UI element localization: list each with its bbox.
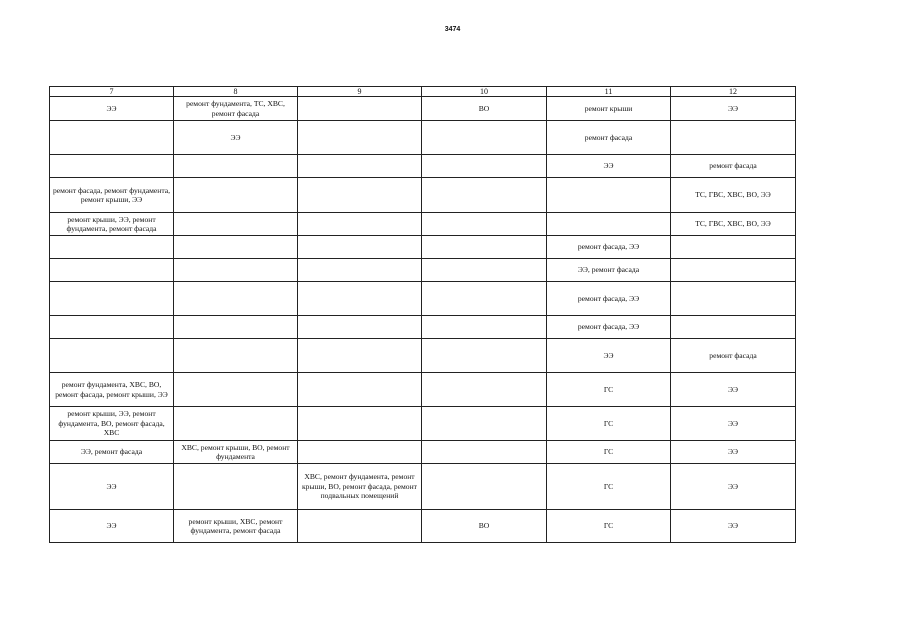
- table-cell: [422, 213, 547, 236]
- table-cell: ремонт фасада, ЭЭ: [547, 316, 671, 339]
- table-row: [50, 121, 796, 155]
- column-header: 11: [547, 87, 671, 97]
- table-cell: [298, 510, 422, 543]
- table-cell: [50, 259, 174, 282]
- table-cell: ЭЭ: [547, 339, 671, 373]
- table-cell: ХВС, ремонт фундамента, ремонт крыши, ВО, ремонт фасада, ремонт подвальных помещений: [298, 464, 422, 510]
- table-cell: [671, 259, 796, 282]
- table-cell: ЭЭ: [50, 97, 174, 121]
- table-row: [50, 316, 796, 339]
- table-cell: ГС: [547, 464, 671, 510]
- works-table: [49, 86, 796, 543]
- table-cell: [298, 282, 422, 316]
- table-cell: ремонт фундамента, ХВС, ВО, ремонт фасада, ремонт крыши, ЭЭ: [50, 373, 174, 407]
- table-cell: [298, 155, 422, 178]
- table-cell: [422, 121, 547, 155]
- table-cell: [422, 155, 547, 178]
- table-cell: [422, 316, 547, 339]
- table-cell: ТС, ГВС, ХВС, ВО, ЭЭ: [671, 178, 796, 213]
- table-cell: [422, 236, 547, 259]
- column-header: 10: [422, 87, 547, 97]
- page-number: 3474: [444, 26, 461, 33]
- table-cell: [50, 339, 174, 373]
- table-cell: [671, 121, 796, 155]
- table-cell: [298, 97, 422, 121]
- table-cell: [671, 316, 796, 339]
- table-cell: ЭЭ, ремонт фасада: [50, 441, 174, 464]
- table-cell: ГС: [547, 510, 671, 543]
- table-cell: [422, 339, 547, 373]
- table-row: [50, 282, 796, 316]
- table-cell: ремонт фасада: [671, 339, 796, 373]
- table-cell: ГС: [547, 373, 671, 407]
- table-cell: [671, 282, 796, 316]
- table-cell: [422, 282, 547, 316]
- table-cell: ЭЭ, ремонт фасада: [547, 259, 671, 282]
- table-cell: ВО: [422, 97, 547, 121]
- table-cell: ЭЭ: [671, 97, 796, 121]
- table-cell: [174, 259, 298, 282]
- table-cell: [298, 316, 422, 339]
- table-cell: [174, 236, 298, 259]
- table-cell: [298, 373, 422, 407]
- column-header: 8: [174, 87, 298, 97]
- table-cell: ЭЭ: [671, 407, 796, 441]
- table-cell: ЭЭ: [547, 155, 671, 178]
- table-cell: ВО: [422, 510, 547, 543]
- table-cell: [298, 339, 422, 373]
- table-cell: [547, 178, 671, 213]
- table-row: [50, 510, 796, 543]
- table-cell: ЭЭ: [671, 464, 796, 510]
- table-cell: [422, 259, 547, 282]
- table-cell: ремонт фасада, ЭЭ: [547, 236, 671, 259]
- column-header: 9: [298, 87, 422, 97]
- table-cell: ЭЭ: [671, 373, 796, 407]
- table-cell: ремонт фасада: [671, 155, 796, 178]
- table-cell: [174, 407, 298, 441]
- table-cell: ремонт крыши, ХВС, ремонт фундамента, ремонт фасада: [174, 510, 298, 543]
- table-row: [50, 464, 796, 510]
- table-row: [50, 259, 796, 282]
- table-cell: [298, 121, 422, 155]
- table-cell: ЭЭ: [174, 121, 298, 155]
- table-cell: [298, 407, 422, 441]
- table-cell: [422, 178, 547, 213]
- table-row: [50, 339, 796, 373]
- table-cell: [174, 464, 298, 510]
- table-cell: ТС, ГВС, ХВС, ВО, ЭЭ: [671, 213, 796, 236]
- table-cell: [422, 464, 547, 510]
- table-cell: [174, 178, 298, 213]
- table-row: [50, 373, 796, 407]
- table-cell: [174, 316, 298, 339]
- table-row: [50, 155, 796, 178]
- table-row: [50, 178, 796, 213]
- table-cell: ремонт фасада, ремонт фундамента, ремонт крыши, ЭЭ: [50, 178, 174, 213]
- table-cell: [50, 155, 174, 178]
- table-row: [50, 97, 796, 121]
- table-cell: [298, 213, 422, 236]
- table-cell: [547, 213, 671, 236]
- table-cell: [50, 282, 174, 316]
- table-cell: ремонт фасада, ЭЭ: [547, 282, 671, 316]
- column-header: 12: [671, 87, 796, 97]
- table-cell: ремонт фундамента, ТС, ХВС, ремонт фасада: [174, 97, 298, 121]
- table-cell: ЭЭ: [671, 441, 796, 464]
- table-cell: ремонт крыши, ЭЭ, ремонт фундамента, ВО, ремонт фасада, ХВС: [50, 407, 174, 441]
- table-cell: [50, 121, 174, 155]
- table-cell: ремонт фасада: [547, 121, 671, 155]
- table-cell: [174, 339, 298, 373]
- table-cell: [298, 441, 422, 464]
- table-cell: [671, 236, 796, 259]
- table-cell: ЭЭ: [50, 464, 174, 510]
- table-cell: ГС: [547, 407, 671, 441]
- header-row: [50, 87, 796, 97]
- table-cell: [50, 236, 174, 259]
- table-cell: [174, 282, 298, 316]
- table-cell: [422, 407, 547, 441]
- table-cell: [298, 259, 422, 282]
- table-row: [50, 407, 796, 441]
- table-cell: [298, 178, 422, 213]
- table-cell: ГС: [547, 441, 671, 464]
- table-cell: ХВС, ремонт крыши, ВО, ремонт фундамента: [174, 441, 298, 464]
- table-row: [50, 441, 796, 464]
- table-cell: ремонт крыши, ЭЭ, ремонт фундамента, ремонт фасада: [50, 213, 174, 236]
- table-row: [50, 213, 796, 236]
- table-cell: [50, 316, 174, 339]
- table-cell: [422, 441, 547, 464]
- table-cell: ремонт крыши: [547, 97, 671, 121]
- table-cell: ЭЭ: [50, 510, 174, 543]
- table-cell: [174, 213, 298, 236]
- table-cell: [298, 236, 422, 259]
- table-row: [50, 236, 796, 259]
- table-cell: ЭЭ: [671, 510, 796, 543]
- column-header: 7: [50, 87, 174, 97]
- table-cell: [174, 155, 298, 178]
- table-cell: [422, 373, 547, 407]
- table-cell: [174, 373, 298, 407]
